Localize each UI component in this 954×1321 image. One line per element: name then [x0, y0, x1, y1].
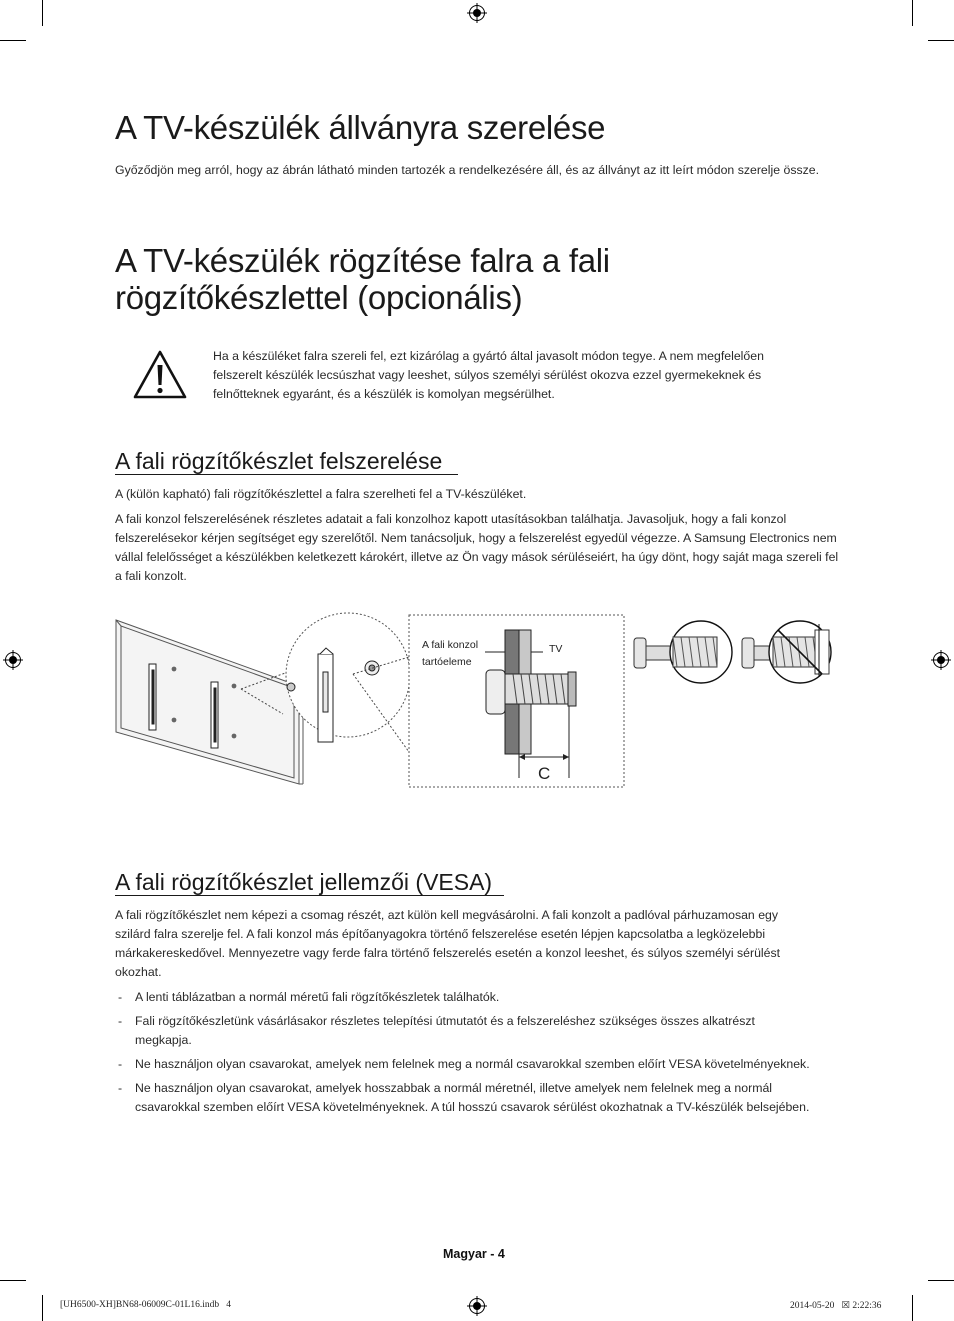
- wall-mount-install-heading: A fali rögzítőkészlet felszerelése: [115, 448, 443, 474]
- label-bracket-line1: A fali konzol: [422, 639, 479, 651]
- label-bracket-line2: tartóeleme: [422, 656, 472, 668]
- list-dash: -: [118, 1014, 123, 1028]
- list-dash: -: [118, 1081, 123, 1095]
- vesa-para-1: A fali rögzítőkészlet nem képezi a csomag részét, azt külön kell megvásárolni. A fali konzolt a padlóval párhuzamosan egy szilárd falra szerelje fel. A fali konzol más építőanyagokra történő felszerelése esetén lépjen kapcsolatba a legközelebbi márkakereskedővel. Mennyezetre vagy ferde falra történő felszerelés esetén a konzol leeshet, és súlyos személyi sérülést okozhat.: [115, 908, 781, 979]
- crop-mark: [928, 1280, 954, 1281]
- list-item-text: Ne használjon olyan csavarokat, amelyek hosszabbak a normál méretnél, illetve amelyek nem felelnek meg a normál csavarokkal szemben előírt VESA követelményeknek. A túl hosszú csavarok sérülést okozhatnak a TV-készülék belsejében.: [135, 1081, 810, 1114]
- list-item-text: Fali rögzítőkészletünk vásárlásakor részletes telepítési útmutatót és a felszereléshez szükséges összes alkatrészt megkapja.: [135, 1014, 755, 1047]
- page-number: Magyar - 4: [443, 1247, 505, 1261]
- vesa-heading: A fali rögzítőkészlet jellemzői (VESA): [115, 869, 493, 895]
- registration-mark-icon: [467, 1296, 487, 1316]
- file-info: [UH6500-XH]BN68-06009C-01L16.indb 4: [60, 1300, 231, 1310]
- label-tv: TV: [549, 643, 563, 655]
- list-item: [115, 1055, 815, 1074]
- list-item-text: A lenti táblázatban a normál méretű fali rögzítőkészletek találhatók.: [135, 990, 500, 1004]
- wall-mount-diagram: [113, 612, 838, 792]
- heading-underline: [115, 474, 458, 475]
- print-timestamp: 2014-05-20 ☒ 2:22:36: [790, 1301, 882, 1311]
- list-dash: -: [118, 1057, 123, 1071]
- vesa-bullet-list: [115, 988, 815, 1122]
- install-para-2: A fali konzol felszerelésének részletes adatait a fali konzolhoz kapott utasításokban találhatja. Javasoljuk, hogy a fali konzol felszerelésekor kérjen segítséget egy szerelőtől. Nem tanácsoljuk, hogy a felszerelést egyedül végezze. A Samsung Electronics nem vállal felelősséget a készülékben keletkezett károkért, illetve az Ön vagy mások sérüléseiért, ha úgy dönt, hogy saját maga szereli fel a fali konzolt.: [115, 512, 839, 583]
- incorrect-screw-icon: [742, 621, 831, 683]
- wall-mount-title-line1: A TV-készülék rögzítése falra a fali: [115, 242, 610, 279]
- wall-mount-title: [115, 243, 835, 317]
- wall-mount-title-line2: rögzítőkészlettel (opcionális): [115, 278, 523, 316]
- list-item: [115, 1012, 815, 1050]
- crop-mark: [42, 0, 43, 26]
- stand-intro-text: Győződjön meg arról, hogy az ábrán látható minden tartozék a rendelkezésére áll, és az állványt az itt leírt módon szerelje össze.: [115, 163, 820, 177]
- list-dash: -: [118, 990, 123, 1004]
- warning-triangle-icon: [132, 349, 188, 401]
- crop-mark: [928, 40, 954, 41]
- correct-screw-icon: [634, 621, 732, 683]
- list-item: [115, 988, 815, 1007]
- registration-mark-icon: [467, 3, 487, 23]
- crop-mark: [912, 1295, 913, 1321]
- crop-mark: [42, 1295, 43, 1321]
- heading-underline: [115, 895, 504, 896]
- page-title-stand: A TV-készülék állványra szerelése: [115, 109, 606, 146]
- registration-mark-icon: [931, 650, 951, 670]
- label-c: C: [538, 764, 551, 783]
- list-item: [115, 1079, 815, 1117]
- crop-mark: [0, 1280, 26, 1281]
- crop-mark: [0, 40, 26, 41]
- tv-back-panel: [116, 620, 303, 784]
- install-para-1: A (külön kapható) fali rögzítőkészlettel a falra szerelheti fel a TV-készüléket.: [115, 487, 527, 501]
- registration-mark-icon: [3, 650, 23, 670]
- warning-text: Ha a készüléket falra szereli fel, ezt kizárólag a gyártó által javasolt módon tegye. A nem megfelelően felszerelt készülék lecsúszhat vagy leeshet, súlyos személyi sérülést okozva ezzel gyermekeknek és felnőtteknek egyaránt, és a készülék is komolyan megsérülhet.: [213, 349, 764, 401]
- list-item-text: Ne használjon olyan csavarokat, amelyek nem felelnek meg a normál csavarokkal szemben előírt VESA követelményeknek.: [135, 1057, 810, 1071]
- crop-mark: [912, 0, 913, 26]
